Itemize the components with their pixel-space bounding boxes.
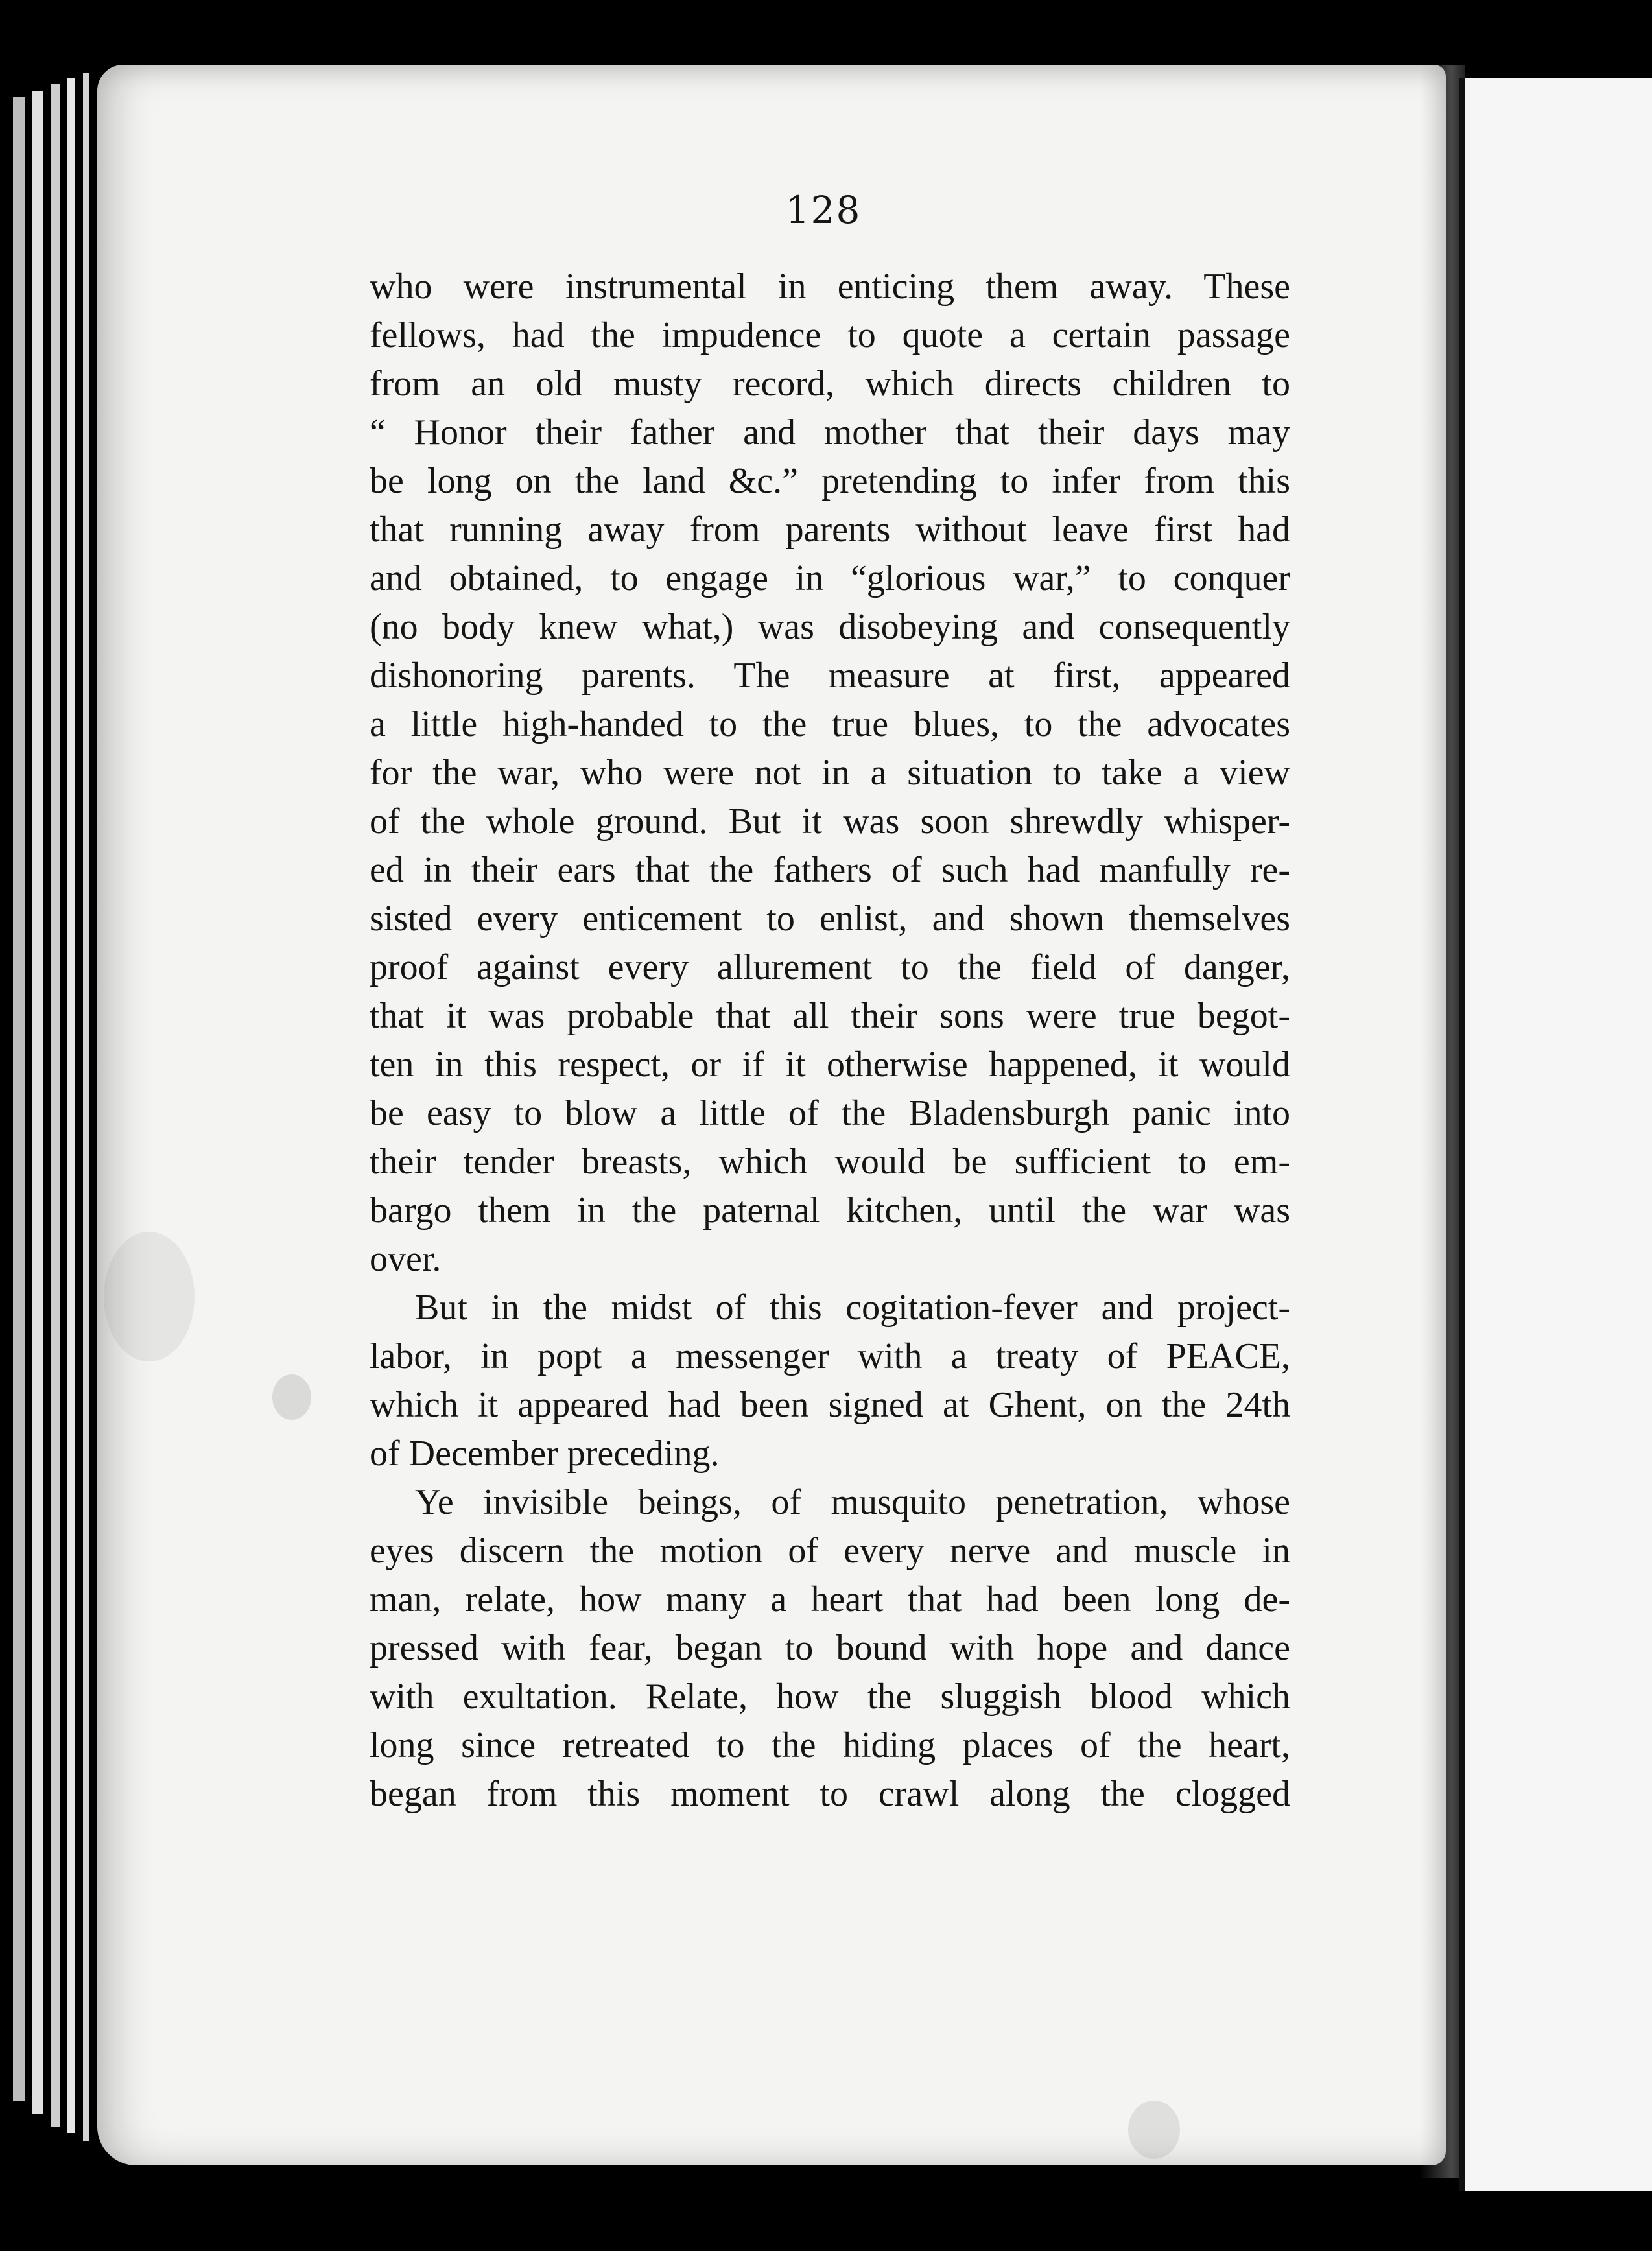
page-edge — [83, 73, 89, 2141]
text-line: dishonoring parents. The measure at first, appeared — [370, 655, 1290, 696]
text-line: that it was probable that all their sons were true begot- — [370, 996, 1290, 1036]
page-edge — [13, 97, 25, 2101]
text-line: proof against every allurement to the field of danger, — [370, 947, 1290, 987]
text-line: ten in this respect, or if it otherwise happened, it would — [370, 1044, 1290, 1085]
text-line: that running away from parents without leave first had — [370, 510, 1290, 550]
text-line: with exultation. Relate, how the sluggish blood which — [370, 1677, 1290, 1717]
text-line: man, relate, how many a heart that had been long de- — [370, 1579, 1290, 1620]
page-edge — [32, 91, 43, 2114]
text-line: be easy to blow a little of the Bladensburgh panic into — [370, 1093, 1290, 1133]
text-line: which it appeared had been signed at Ghent, on the 24th — [370, 1385, 1290, 1425]
text-line: began from this moment to crawl along the clogged — [370, 1774, 1290, 1814]
text-line: fellows, had the impudence to quote a certain passage — [370, 315, 1290, 355]
body-text — [370, 263, 1290, 1819]
text-line: ed in their ears that the fathers of such had manfully re- — [370, 850, 1290, 890]
text-line: labor, in popt a messenger with a treaty of PEACE, — [370, 1336, 1290, 1376]
paper-stain — [272, 1374, 311, 1420]
facing-page-edge — [1459, 78, 1652, 2191]
paper-stain — [104, 1232, 195, 1361]
text-line: over. — [370, 1239, 442, 1279]
text-line: Ye invisible beings, of musquito penetration, whose — [415, 1482, 1290, 1522]
text-line: (no body knew what,) was disobeying and consequently — [370, 607, 1290, 647]
text-line: be long on the land &c.” pretending to infer from this — [370, 461, 1290, 501]
text-line: from an old musty record, which directs children to — [370, 364, 1290, 404]
text-line: of December preceding. — [370, 1433, 720, 1474]
text-line: But in the midst of this cogitation-fever and project- — [415, 1288, 1290, 1328]
text-line: long since retreated to the hiding places of the heart, — [370, 1725, 1290, 1765]
page-edge — [67, 78, 75, 2133]
text-line: of the whole ground. But it was soon shrewdly whisper- — [370, 801, 1290, 842]
text-line: who were instrumental in enticing them away. These — [370, 266, 1290, 307]
text-line: eyes discern the motion of every nerve and muscle in — [370, 1531, 1290, 1571]
text-line: sisted every enticement to enlist, and shown themselves — [370, 899, 1290, 939]
text-line: a little high-handed to the true blues, to the advocates — [370, 704, 1290, 744]
text-line: for the war, who were not in a situation to take a view — [370, 753, 1290, 793]
text-line: “ Honor their father and mother that their days may — [370, 412, 1290, 453]
text-line: and obtained, to engage in “glorious war,” to conquer — [370, 558, 1290, 598]
page-edge — [51, 84, 60, 2127]
page-number: 128 — [785, 188, 862, 232]
paper-stain — [1128, 2101, 1180, 2159]
text-line: bargo them in the paternal kitchen, until the war was — [370, 1190, 1290, 1231]
text-line: pressed with fear, began to bound with hope and dance — [370, 1628, 1290, 1668]
text-line: their tender breasts, which would be sufficient to em- — [370, 1142, 1290, 1182]
